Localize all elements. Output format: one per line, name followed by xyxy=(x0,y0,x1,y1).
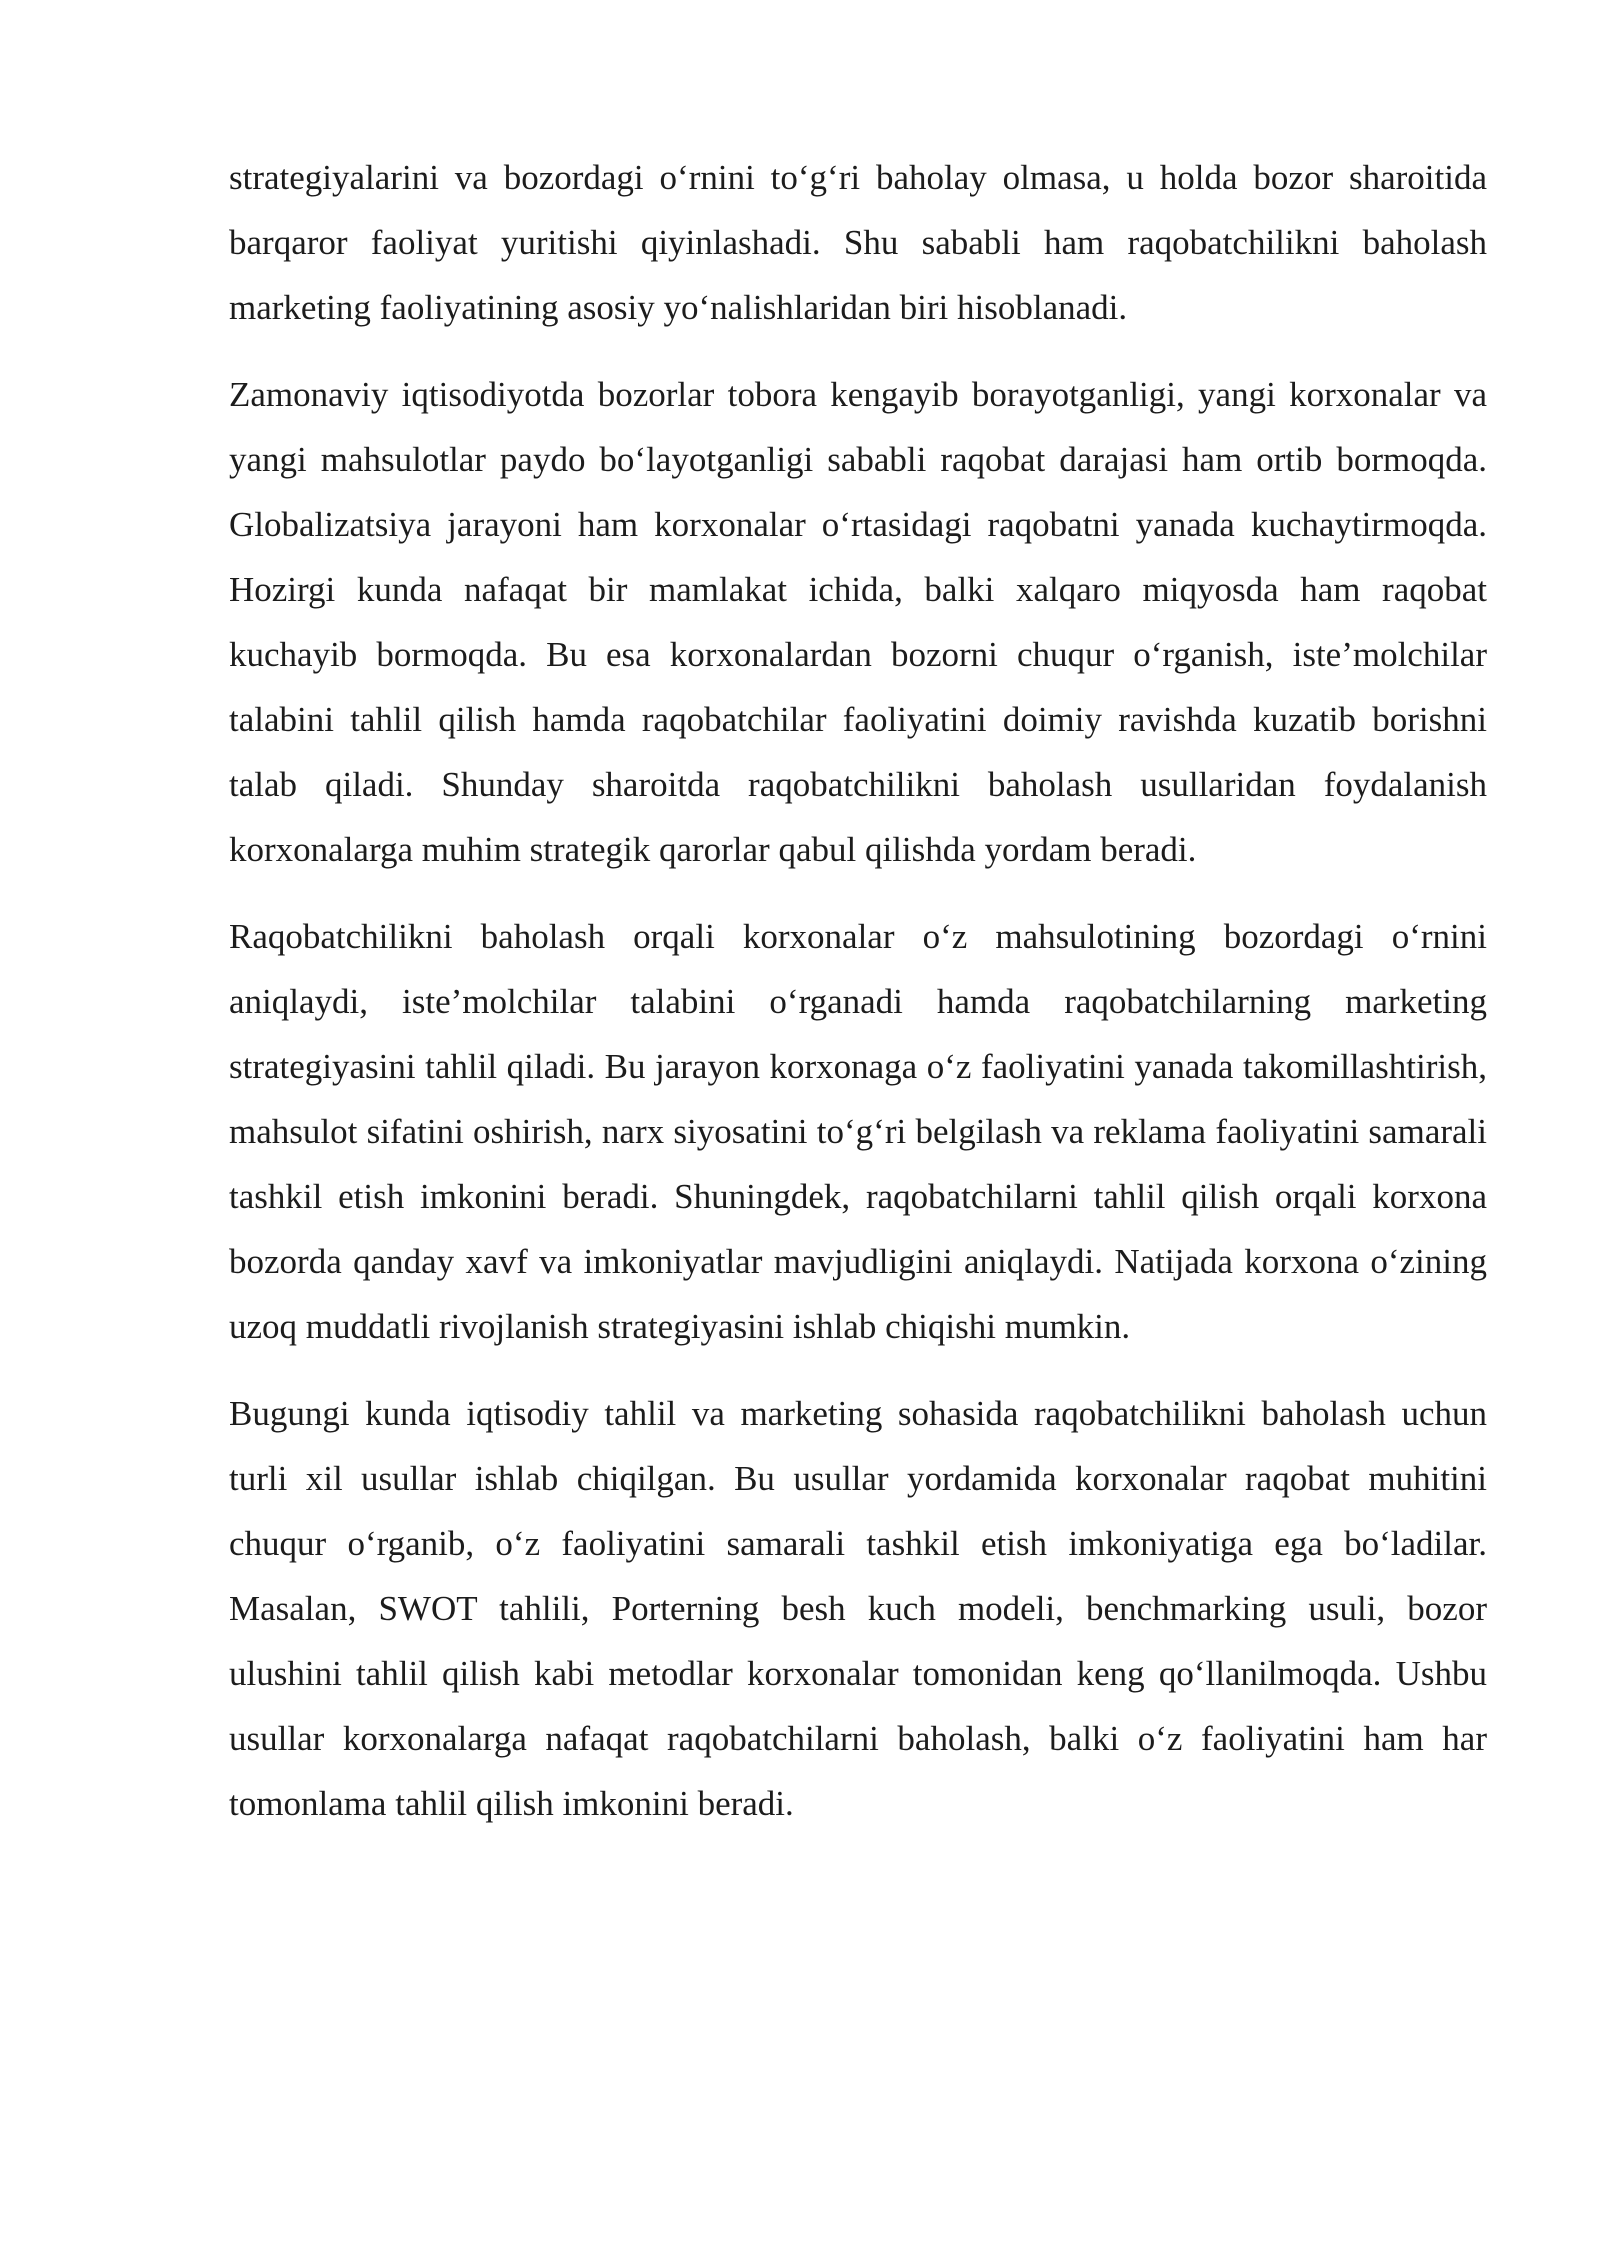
document-body xyxy=(229,145,1487,1858)
paragraph-1: strategiyalarini va bozordagi o‘rnini to‘g‘ri baholay olmasa, u holda bozor sharoitida barqaror faoliyat yuritishi qiyinlashadi. Shu sababli ham raqobatchilikni baholash marketing faoliyatining asosiy yo‘nalishlaridan biri hisoblanadi. xyxy=(229,158,1487,327)
paragraph-2: Zamonaviy iqtisodiyotda bozorlar tobora kengayib borayotganligi, yangi korxonalar va yangi mahsulotlar paydo bo‘layotganligi sababli raqobat darajasi ham ortib bormoqda. Globalizatsiya jarayoni ham korxonalar o‘rtasidagi raqobatni yanada kuchaytirmoqda. Hozirgi kunda nafaqat bir mamlakat ichida, balki xalqaro miqyosda ham raqobat kuchayib bormoqda. Bu esa korxonalardan bozorni chuqur o‘rganish, iste’molchilar talabini tahlil qilish hamda raqobatchilar faoliyatini doimiy ravishda kuzatib borishni talab qiladi. Shunday sharoitda raqobatchilikni baholash usullaridan foydalanish korxonalarga muhim strategik qarorlar qabul qilishda yordam beradi. xyxy=(229,375,1487,869)
paragraph-3: Raqobatchilikni baholash orqali korxonalar o‘z mahsulotining bozordagi o‘rnini aniqlaydi, iste’molchilar talabini o‘rganadi hamda raqobatchilarning marketing strategiyasini tahlil qiladi. Bu jarayon korxonaga o‘z faoliyatini yanada takomillashtirish, mahsulot sifatini oshirish, narx siyosatini to‘g‘ri belgilash va reklama faoliyatini samarali tashkil etish imkonini beradi. Shuningdek, raqobatchilarni tahlil qilish orqali korxona bozorda qanday xavf va imkoniyatlar mavjudligini aniqlaydi. Natijada korxona o‘zining uzoq muddatli rivojlanish strategiyasini ishlab chiqishi mumkin. xyxy=(229,917,1487,1346)
paragraph-4: Bugungi kunda iqtisodiy tahlil va marketing sohasida raqobatchilikni baholash uchun turli xil usullar ishlab chiqilgan. Bu usullar yordamida korxonalar raqobat muhitini chuqur o‘rganib, o‘z faoliyatini samarali tashkil etish imkoniyatiga ega bo‘ladilar. Masalan, SWOT tahlili, Porterning besh kuch modeli, benchmarking usuli, bozor ulushini tahlil qilish kabi metodlar korxonalar tomonidan keng qo‘llanilmoqda. Ushbu usullar korxonalarga nafaqat raqobatchilarni baholash, balki o‘z faoliyatini ham har tomonlama tahlil qilish imkonini beradi. xyxy=(229,1394,1487,1823)
